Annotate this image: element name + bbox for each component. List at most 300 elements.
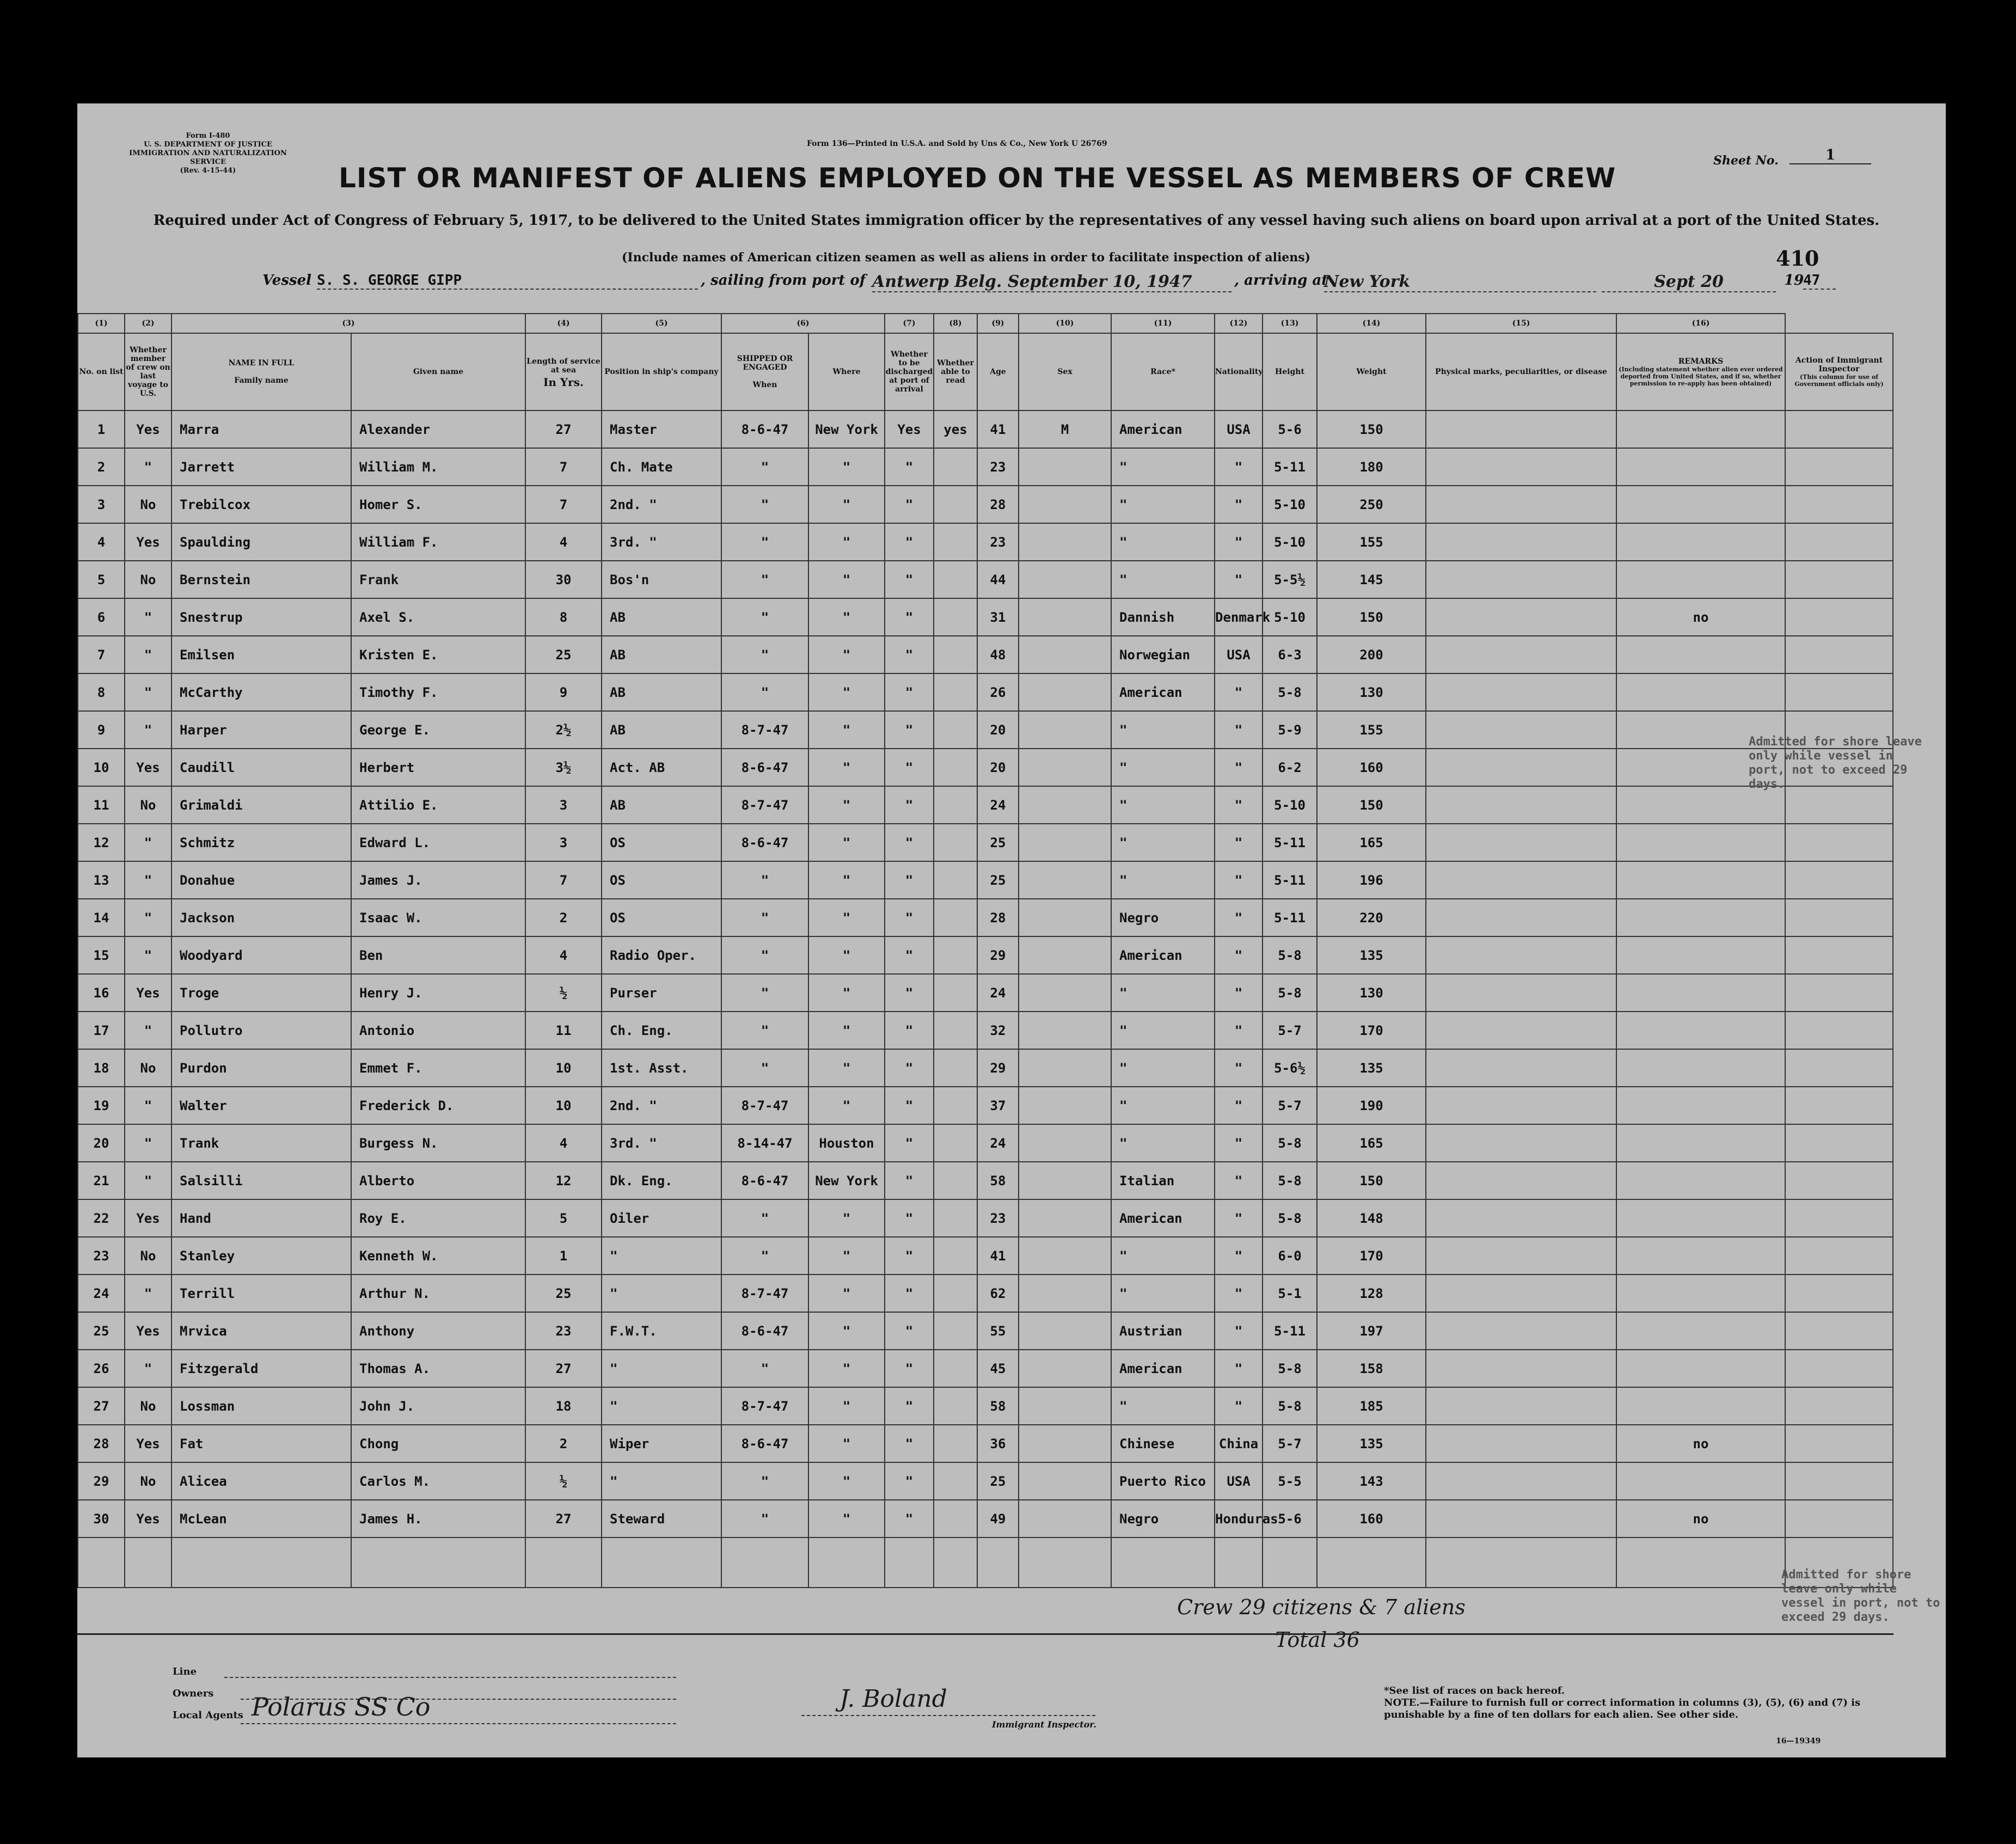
inspector-action-cell (1785, 824, 1893, 861)
family-name-cell: Caudill (171, 749, 351, 786)
physical-marks-cell (1426, 936, 1616, 974)
row-number-cell: 23 (78, 1237, 125, 1275)
remarks-cell (1616, 523, 1785, 561)
table-row (78, 1237, 1893, 1275)
family-name-cell: Jackson (171, 899, 351, 936)
sex-cell (1019, 598, 1111, 636)
colnum-12: (12) (1215, 314, 1263, 333)
shipped-when-cell: " (721, 1237, 808, 1275)
shipped-when-cell: 8-6-47 (721, 1162, 808, 1199)
header-shipped-where: Where (808, 333, 885, 411)
shore-leave-stamp-1: Admitted for shore leave only while vessel in port, not to exceed 29 days. (1749, 735, 1922, 791)
row-number-cell: 12 (78, 824, 125, 861)
length-of-service-cell: 7 (525, 486, 602, 523)
header-able-to-read: Whether able to read (934, 333, 977, 411)
given-name-cell: Kenneth W. (351, 1237, 525, 1275)
physical-marks-cell (1426, 411, 1616, 448)
length-of-service-cell: 7 (525, 861, 602, 899)
race-cell: " (1111, 523, 1215, 561)
discharged-cell: " (885, 598, 934, 636)
shipped-when-cell: 8-6-47 (721, 411, 808, 448)
length-of-service-cell: 4 (525, 936, 602, 974)
arriving-label: , arriving at (1234, 272, 1328, 289)
crew-table (77, 313, 1894, 1588)
family-name-cell: Schmitz (171, 824, 351, 861)
blank-cell (351, 1537, 525, 1588)
discharged-cell: Yes (885, 411, 934, 448)
last-voyage-cell: " (125, 1162, 171, 1199)
arrival-date: Sept 20 (1602, 272, 1776, 292)
race-cell: Negro (1111, 1500, 1215, 1537)
given-name-cell: Homer S. (351, 486, 525, 523)
age-cell: 23 (977, 1199, 1019, 1237)
age-cell: 44 (977, 561, 1019, 598)
length-of-service-cell: 27 (525, 1350, 602, 1387)
shipped-when-cell: 8-6-47 (721, 1312, 808, 1350)
physical-marks-cell (1426, 561, 1616, 598)
able-to-read-cell (934, 936, 977, 974)
nationality-cell: " (1215, 1124, 1263, 1162)
nationality-cell: " (1215, 448, 1263, 486)
physical-marks-cell (1426, 861, 1616, 899)
shipped-when-cell: " (721, 1049, 808, 1087)
inspector-action-cell (1785, 1350, 1893, 1387)
row-number-cell: 28 (78, 1425, 125, 1462)
given-name-cell: Arthur N. (351, 1275, 525, 1312)
binder-hole (34, 246, 60, 272)
nationality-cell: " (1215, 1199, 1263, 1237)
height-cell: 5-6 (1263, 411, 1317, 448)
position-cell: Radio Oper. (602, 936, 721, 974)
nationality-cell: " (1215, 711, 1263, 749)
able-to-read-cell (934, 974, 977, 1012)
family-name-cell: Trank (171, 1124, 351, 1162)
header-nationality: Nationality (1215, 333, 1263, 411)
race-cell: American (1111, 411, 1215, 448)
remarks-cell (1616, 673, 1785, 711)
weight-cell: 185 (1317, 1387, 1426, 1425)
race-cell: " (1111, 1087, 1215, 1124)
able-to-read-cell (934, 786, 977, 824)
shipped-where-cell: " (808, 1237, 885, 1275)
shipped-where-cell: " (808, 1425, 885, 1462)
sex-cell (1019, 1012, 1111, 1049)
nationality-cell: USA (1215, 636, 1263, 673)
table-row (78, 448, 1893, 486)
header-in-yrs: In Yrs. (543, 376, 584, 389)
remarks-cell (1616, 1237, 1785, 1275)
nationality-cell: USA (1215, 1462, 1263, 1500)
discharged-cell: " (885, 523, 934, 561)
length-of-service-cell: 27 (525, 1500, 602, 1537)
inspector-action-cell (1785, 936, 1893, 974)
inspector-action-cell (1785, 486, 1893, 523)
remarks-cell (1616, 786, 1785, 824)
physical-marks-cell (1426, 1500, 1616, 1537)
shipped-where-cell: " (808, 523, 885, 561)
weight-cell: 160 (1317, 1500, 1426, 1537)
discharged-cell: " (885, 1350, 934, 1387)
physical-marks-cell (1426, 636, 1616, 673)
position-cell: Purser (602, 974, 721, 1012)
shipped-where-cell: " (808, 1387, 885, 1425)
physical-marks-cell (1426, 523, 1616, 561)
family-name-cell: Emilsen (171, 636, 351, 673)
family-name-cell: McCarthy (171, 673, 351, 711)
row-number-cell: 1 (78, 411, 125, 448)
race-cell: American (1111, 673, 1215, 711)
shipped-where-cell: " (808, 786, 885, 824)
family-name-cell: Purdon (171, 1049, 351, 1087)
position-cell: 3rd. " (602, 1124, 721, 1162)
height-cell: 5-1 (1263, 1275, 1317, 1312)
nationality-cell: China (1215, 1425, 1263, 1462)
family-name-cell: Harper (171, 711, 351, 749)
height-cell: 5-7 (1263, 1012, 1317, 1049)
table-row (78, 1275, 1893, 1312)
nationality-cell: " (1215, 561, 1263, 598)
sex-cell (1019, 1387, 1111, 1425)
family-name-cell: Bernstein (171, 561, 351, 598)
able-to-read-cell (934, 1387, 977, 1425)
table-row (78, 749, 1893, 786)
inspector-action-cell (1785, 1237, 1893, 1275)
discharged-cell: " (885, 1237, 934, 1275)
able-to-read-cell (934, 448, 977, 486)
column-header-row (78, 333, 1893, 411)
discharged-cell: " (885, 936, 934, 974)
row-number-cell: 16 (78, 974, 125, 1012)
height-cell: 5-8 (1263, 936, 1317, 974)
table-row (78, 1425, 1893, 1462)
last-voyage-cell: " (125, 861, 171, 899)
row-number-cell: 20 (78, 1124, 125, 1162)
colnum-1: (1) (78, 314, 125, 333)
shipped-when-cell: " (721, 636, 808, 673)
nationality-cell: " (1215, 1049, 1263, 1087)
height-cell: 5-8 (1263, 673, 1317, 711)
age-cell: 26 (977, 673, 1019, 711)
row-number-cell: 21 (78, 1162, 125, 1199)
family-name-cell: Troge (171, 974, 351, 1012)
physical-marks-cell (1426, 1387, 1616, 1425)
weight-cell: 130 (1317, 974, 1426, 1012)
discharged-cell: " (885, 1124, 934, 1162)
header-given-name: Given name (351, 333, 525, 411)
colnum-5: (5) (602, 314, 721, 333)
blank-cell (1111, 1537, 1215, 1588)
given-name-cell: Attilio E. (351, 786, 525, 824)
inspector-action-cell (1785, 523, 1893, 561)
weight-cell: 135 (1317, 1425, 1426, 1462)
sex-cell (1019, 1237, 1111, 1275)
nationality-cell: " (1215, 1312, 1263, 1350)
age-cell: 23 (977, 448, 1019, 486)
height-cell: 5-8 (1263, 1350, 1317, 1387)
vessel-label: Vessel (262, 272, 312, 289)
table-row (78, 486, 1893, 523)
sex-cell (1019, 749, 1111, 786)
sex-cell (1019, 673, 1111, 711)
record-number: 410 (1776, 246, 1819, 271)
family-name-cell: Hand (171, 1199, 351, 1237)
weight-cell: 250 (1317, 486, 1426, 523)
shipped-where-cell: New York (808, 411, 885, 448)
length-of-service-cell: 8 (525, 598, 602, 636)
given-name-cell: Thomas A. (351, 1350, 525, 1387)
length-of-service-cell: 3 (525, 824, 602, 861)
header-age: Age (977, 333, 1019, 411)
height-cell: 5-11 (1263, 1312, 1317, 1350)
header-remarks-note: (Including statement whether alien ever ordered deported from United States, and if so, whether permission to re-apply has been obtained) (1619, 365, 1783, 387)
race-cell: " (1111, 974, 1215, 1012)
shipped-when-cell: " (721, 1350, 808, 1387)
remarks-cell (1616, 936, 1785, 974)
shipped-when-cell: 8-6-47 (721, 749, 808, 786)
manifest-sheet (77, 103, 1946, 1757)
able-to-read-cell (934, 861, 977, 899)
weight-cell: 165 (1317, 1124, 1426, 1162)
sex-cell (1019, 636, 1111, 673)
discharged-cell: " (885, 486, 934, 523)
remarks-cell (1616, 1087, 1785, 1124)
nationality-cell: " (1215, 899, 1263, 936)
remarks-cell (1616, 1275, 1785, 1312)
row-number-cell: 17 (78, 1012, 125, 1049)
table-row (78, 523, 1893, 561)
shipped-where-cell: " (808, 749, 885, 786)
discharged-cell: " (885, 1012, 934, 1049)
nationality-cell: USA (1215, 411, 1263, 448)
weight-cell: 148 (1317, 1199, 1426, 1237)
table-row (78, 861, 1893, 899)
remarks-cell (1616, 1462, 1785, 1500)
weight-cell: 158 (1317, 1350, 1426, 1387)
header-service-label: Length of service at sea (526, 357, 600, 375)
family-name-cell: Walter (171, 1087, 351, 1124)
length-of-service-cell: 4 (525, 1124, 602, 1162)
position-cell: AB (602, 673, 721, 711)
sex-cell: M (1019, 411, 1111, 448)
shipped-when-cell: 8-6-47 (721, 1425, 808, 1462)
row-number-cell: 4 (78, 523, 125, 561)
weight-cell: 145 (1317, 561, 1426, 598)
table-row (78, 1387, 1893, 1425)
discharged-cell: " (885, 711, 934, 749)
shipped-where-cell: " (808, 1199, 885, 1237)
remarks-cell: no (1616, 1500, 1785, 1537)
physical-marks-cell (1426, 1350, 1616, 1387)
race-cell: " (1111, 1049, 1215, 1087)
last-voyage-cell: " (125, 1087, 171, 1124)
row-number-cell: 30 (78, 1500, 125, 1537)
shipped-where-cell: " (808, 486, 885, 523)
sex-cell (1019, 786, 1111, 824)
age-cell: 20 (977, 711, 1019, 749)
table-row (78, 1012, 1893, 1049)
remarks-cell (1616, 486, 1785, 523)
able-to-read-cell (934, 636, 977, 673)
remarks-cell (1616, 411, 1785, 448)
able-to-read-cell (934, 1500, 977, 1537)
shipped-when-cell: 8-7-47 (721, 786, 808, 824)
physical-marks-cell (1426, 448, 1616, 486)
header-shipped-engaged: SHIPPED OR ENGAGED (737, 354, 793, 372)
shipped-where-cell: " (808, 1312, 885, 1350)
last-voyage-cell: No (125, 786, 171, 824)
last-voyage-cell: " (125, 1275, 171, 1312)
physical-marks-cell (1426, 1049, 1616, 1087)
nationality-cell: " (1215, 1387, 1263, 1425)
table-row (78, 1124, 1893, 1162)
physical-marks-cell (1426, 711, 1616, 749)
colnum-16: (16) (1616, 314, 1785, 333)
vessel-name: S. S. GEORGE GIPP (317, 272, 698, 290)
physical-marks-cell (1426, 974, 1616, 1012)
able-to-read-cell (934, 1275, 977, 1312)
binder-hole (34, 1138, 60, 1164)
age-cell: 48 (977, 636, 1019, 673)
sex-cell (1019, 1162, 1111, 1199)
sex-cell (1019, 523, 1111, 561)
nationality-cell: Honduras (1215, 1500, 1263, 1537)
last-voyage-cell: No (125, 1049, 171, 1087)
inspector-action-cell (1785, 1312, 1893, 1350)
length-of-service-cell: 12 (525, 1162, 602, 1199)
header-name-in-full: NAME IN FULL (228, 359, 295, 367)
crew-total-note: Total 36 (1275, 1628, 1360, 1652)
shipped-when-cell: 8-7-47 (721, 711, 808, 749)
row-number-cell: 27 (78, 1387, 125, 1425)
position-cell: 1st. Asst. (602, 1049, 721, 1087)
discharged-cell: " (885, 636, 934, 673)
able-to-read-cell (934, 1124, 977, 1162)
weight-cell: 170 (1317, 1237, 1426, 1275)
family-name-cell: Marra (171, 411, 351, 448)
weight-cell: 135 (1317, 936, 1426, 974)
height-cell: 5-10 (1263, 786, 1317, 824)
shipped-when-cell: " (721, 861, 808, 899)
shipped-when-cell: " (721, 974, 808, 1012)
able-to-read-cell (934, 523, 977, 561)
line-field (224, 1677, 676, 1678)
weight-cell: 150 (1317, 1162, 1426, 1199)
physical-marks-cell (1426, 1124, 1616, 1162)
position-cell: Wiper (602, 1425, 721, 1462)
table-row (78, 1350, 1893, 1387)
able-to-read-cell (934, 1162, 977, 1199)
given-name-cell: Alberto (351, 1162, 525, 1199)
length-of-service-cell: 3½ (525, 749, 602, 786)
remarks-cell: no (1616, 598, 1785, 636)
row-number-cell: 9 (78, 711, 125, 749)
height-cell: 6-3 (1263, 636, 1317, 673)
binder-hole (34, 847, 60, 873)
colnum-9: (9) (977, 314, 1019, 333)
weight-cell: 130 (1317, 673, 1426, 711)
header-family-label: Family name (234, 376, 289, 385)
sex-cell (1019, 974, 1111, 1012)
family-name-cell: Terrill (171, 1275, 351, 1312)
colnum-7: (7) (885, 314, 934, 333)
height-cell: 6-0 (1263, 1237, 1317, 1275)
weight-cell: 150 (1317, 598, 1426, 636)
weight-cell: 128 (1317, 1275, 1426, 1312)
last-voyage-cell: Yes (125, 749, 171, 786)
row-number-cell: 7 (78, 636, 125, 673)
header-physical-marks: Physical marks, peculiarities, or disease (1426, 333, 1616, 411)
shipped-when-cell: " (721, 598, 808, 636)
able-to-read-cell (934, 749, 977, 786)
row-number-cell: 10 (78, 749, 125, 786)
family-name-cell: Jarrett (171, 448, 351, 486)
last-voyage-cell: No (125, 1387, 171, 1425)
sex-cell (1019, 936, 1111, 974)
colnum-11: (11) (1111, 314, 1215, 333)
shipped-where-cell: " (808, 1500, 885, 1537)
race-cell: " (1111, 749, 1215, 786)
height-cell: 5-11 (1263, 824, 1317, 861)
height-cell: 5-5½ (1263, 561, 1317, 598)
able-to-read-cell (934, 899, 977, 936)
height-cell: 5-8 (1263, 1162, 1317, 1199)
family-name-cell: Alicea (171, 1462, 351, 1500)
physical-marks-cell (1426, 786, 1616, 824)
form-number: Form I-480 (186, 132, 230, 140)
position-cell: " (602, 1350, 721, 1387)
sheet-number: 1 (1790, 147, 1871, 164)
weight-cell: 165 (1317, 824, 1426, 861)
given-name-cell: James H. (351, 1500, 525, 1537)
discharged-cell: " (885, 1425, 934, 1462)
last-voyage-cell: " (125, 1124, 171, 1162)
discharged-cell: " (885, 1387, 934, 1425)
position-cell: AB (602, 786, 721, 824)
shipped-where-cell: New York (808, 1162, 885, 1199)
shipped-where-cell: " (808, 974, 885, 1012)
race-cell: " (1111, 1012, 1215, 1049)
race-cell: Italian (1111, 1162, 1215, 1199)
blank-cell (525, 1537, 602, 1588)
given-name-cell: Antonio (351, 1012, 525, 1049)
row-number-cell: 24 (78, 1275, 125, 1312)
physical-marks-cell (1426, 1275, 1616, 1312)
row-number-cell: 22 (78, 1199, 125, 1237)
family-name-cell: Donahue (171, 861, 351, 899)
given-name-cell: Kristen E. (351, 636, 525, 673)
age-cell: 37 (977, 1087, 1019, 1124)
given-name-cell: Axel S. (351, 598, 525, 636)
length-of-service-cell: 2½ (525, 711, 602, 749)
year-prefix: 19 (1784, 272, 1804, 289)
last-voyage-cell: Yes (125, 1312, 171, 1350)
blank-cell (1263, 1537, 1317, 1588)
race-cell: American (1111, 936, 1215, 974)
inspector-action-cell (1785, 1425, 1893, 1462)
header-remarks-label: REMARKS (1678, 357, 1724, 366)
discharged-cell: " (885, 1275, 934, 1312)
table-row (78, 1162, 1893, 1199)
remarks-cell (1616, 1199, 1785, 1237)
shipped-when-cell: " (721, 523, 808, 561)
row-number-cell: 26 (78, 1350, 125, 1387)
shipped-when-cell: 8-6-47 (721, 824, 808, 861)
shipped-where-cell: " (808, 1462, 885, 1500)
position-cell: AB (602, 598, 721, 636)
race-cell: Chinese (1111, 1425, 1215, 1462)
sex-cell (1019, 1087, 1111, 1124)
inspector-action-cell (1785, 1275, 1893, 1312)
